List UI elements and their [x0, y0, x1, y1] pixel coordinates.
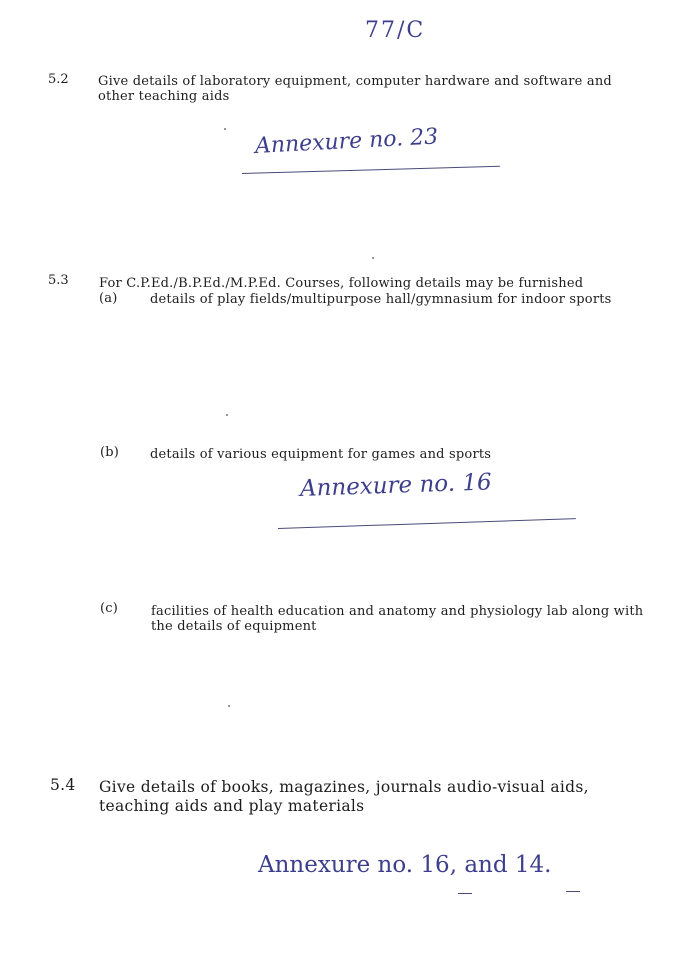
- item-5-4-text-line2: teaching aids and play materials: [99, 797, 365, 815]
- item-5-3-c-text-line2: the details of equipment: [151, 619, 317, 634]
- item-5-3-text: For C.P.Ed./B.P.Ed./M.P.Ed. Courses, following details may be furnished: [99, 276, 584, 291]
- item-5-2-text-line1: Give details of laboratory equipment, computer hardware and software and: [98, 74, 612, 89]
- scan-speck: [228, 705, 230, 707]
- item-5-3-b-text: details of various equipment for games and sports: [150, 447, 492, 462]
- item-5-4-answer-mark: [566, 891, 580, 892]
- item-5-3-c-text-line1: facilities of health education and anatomy and physiology lab along with: [151, 604, 644, 619]
- scan-speck: [226, 414, 228, 416]
- item-5-2-answer: Annexure no. 23: [254, 124, 439, 159]
- item-5-3-b-answer: Annexure no. 16: [299, 469, 493, 502]
- page-number: 77/C: [365, 18, 426, 43]
- item-5-3-a-text: details of play fields/multipurpose hall/gymnasium for indoor sports: [150, 292, 612, 307]
- item-5-2-number: 5.2: [48, 72, 69, 87]
- scan-speck: [372, 257, 374, 259]
- item-5-3-number: 5.3: [48, 273, 69, 288]
- item-5-4-text-line1: Give details of books, magazines, journals audio-visual aids,: [99, 778, 589, 796]
- item-5-4-answer-mark: [458, 893, 472, 894]
- scan-speck: [224, 128, 226, 130]
- item-5-3-b-label: (b): [100, 445, 120, 460]
- item-5-4-answer: Annexure no. 16, and 14.: [258, 852, 552, 878]
- item-5-3-a-label: (a): [99, 291, 118, 306]
- item-5-3-c-label: (c): [100, 601, 119, 616]
- item-5-2-answer-underline: [242, 166, 500, 174]
- item-5-2-text-line2: other teaching aids: [98, 89, 230, 104]
- item-5-3-b-answer-underline: [278, 518, 576, 529]
- item-5-4-number: 5.4: [50, 776, 76, 794]
